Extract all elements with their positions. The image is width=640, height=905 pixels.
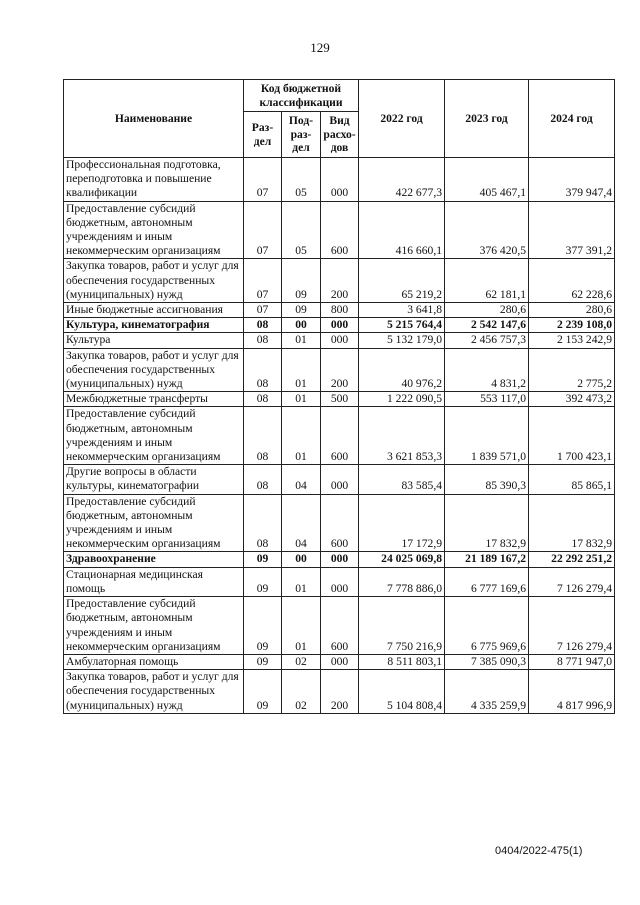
- table-row: [64, 407, 615, 465]
- row-2024: 22 292 251,2: [529, 552, 615, 567]
- row-name: Межбюджетные трансферты: [64, 392, 244, 407]
- row-podrazdel: 05: [282, 158, 321, 202]
- row-2022: 416 660,1: [359, 201, 445, 259]
- table-row: [64, 654, 615, 669]
- table-row: [64, 392, 615, 407]
- table-row: [64, 465, 615, 494]
- row-podrazdel: 02: [282, 654, 321, 669]
- table-row: [64, 201, 615, 259]
- row-razdel: 09: [244, 552, 282, 567]
- row-vid: 000: [321, 333, 359, 348]
- document-code: 0404/2022-475(1): [495, 845, 583, 857]
- row-razdel: 09: [244, 567, 282, 596]
- row-podrazdel: 04: [282, 494, 321, 552]
- table-row: [64, 552, 615, 567]
- row-vid: 000: [321, 318, 359, 333]
- row-razdel: 08: [244, 465, 282, 494]
- table-row: [64, 303, 615, 318]
- row-vid: 000: [321, 552, 359, 567]
- row-2022: 422 677,3: [359, 158, 445, 202]
- row-2024: 1 700 423,1: [529, 407, 615, 465]
- row-vid: 500: [321, 392, 359, 407]
- row-2022: 24 025 069,8: [359, 552, 445, 567]
- row-2023: 85 390,3: [445, 465, 529, 494]
- row-2022: 8 511 803,1: [359, 654, 445, 669]
- table-body: [64, 158, 615, 714]
- row-2022: 3 641,8: [359, 303, 445, 318]
- row-vid: 200: [321, 259, 359, 303]
- row-name: Культура, кинематография: [64, 318, 244, 333]
- header-podrazdel: Под- раз- дел: [282, 112, 321, 158]
- header-code-group: Код бюджетной классификации: [244, 80, 359, 112]
- row-2024: 8 771 947,0: [529, 654, 615, 669]
- row-podrazdel: 01: [282, 567, 321, 596]
- row-vid: 200: [321, 348, 359, 392]
- row-2022: 7 778 886,0: [359, 567, 445, 596]
- row-name: Предоставление субсидий бюджетным, автономным учреждениям и иным некоммерческим организациям: [64, 407, 244, 465]
- row-razdel: 07: [244, 303, 282, 318]
- row-podrazdel: 09: [282, 303, 321, 318]
- row-vid: 600: [321, 597, 359, 655]
- row-2024: 7 126 279,4: [529, 567, 615, 596]
- row-2024: 85 865,1: [529, 465, 615, 494]
- row-2022: 5 132 179,0: [359, 333, 445, 348]
- row-2024: 7 126 279,4: [529, 597, 615, 655]
- row-2024: 379 947,4: [529, 158, 615, 202]
- row-2023: 4 335 259,9: [445, 670, 529, 714]
- table-row: [64, 348, 615, 392]
- row-name: Закупка товаров, работ и услуг для обеспечения государственных (муниципальных) нужд: [64, 259, 244, 303]
- row-2023: 405 467,1: [445, 158, 529, 202]
- row-podrazdel: 01: [282, 333, 321, 348]
- row-razdel: 09: [244, 654, 282, 669]
- row-razdel: 08: [244, 392, 282, 407]
- row-vid: 000: [321, 158, 359, 202]
- row-podrazdel: 02: [282, 670, 321, 714]
- row-razdel: 09: [244, 597, 282, 655]
- row-podrazdel: 04: [282, 465, 321, 494]
- row-2022: 40 976,2: [359, 348, 445, 392]
- row-2024: 392 473,2: [529, 392, 615, 407]
- row-2023: 62 181,1: [445, 259, 529, 303]
- row-name: Профессиональная подготовка, переподготовка и повышение квалификации: [64, 158, 244, 202]
- header-2022: 2022 год: [359, 80, 445, 158]
- header-vid: Вид расхо- дов: [321, 112, 359, 158]
- row-name: Закупка товаров, работ и услуг для обеспечения государственных (муниципальных) нужд: [64, 348, 244, 392]
- row-2024: 280,6: [529, 303, 615, 318]
- row-2022: 17 172,9: [359, 494, 445, 552]
- row-2024: 62 228,6: [529, 259, 615, 303]
- row-2023: 17 832,9: [445, 494, 529, 552]
- row-name: Здравоохранение: [64, 552, 244, 567]
- row-2024: 377 391,2: [529, 201, 615, 259]
- row-2024: 2 775,2: [529, 348, 615, 392]
- row-podrazdel: 00: [282, 552, 321, 567]
- row-vid: 600: [321, 494, 359, 552]
- row-2024: 2 239 108,0: [529, 318, 615, 333]
- row-vid: 000: [321, 567, 359, 596]
- header-razdel: Раз- дел: [244, 112, 282, 158]
- row-name: Предоставление субсидий бюджетным, автономным учреждениям и иным некоммерческим организациям: [64, 494, 244, 552]
- row-podrazdel: 01: [282, 348, 321, 392]
- row-2023: 21 189 167,2: [445, 552, 529, 567]
- row-2022: 3 621 853,3: [359, 407, 445, 465]
- row-vid: 000: [321, 654, 359, 669]
- table-row: [64, 597, 615, 655]
- row-2023: 4 831,2: [445, 348, 529, 392]
- row-2023: 376 420,5: [445, 201, 529, 259]
- row-vid: 200: [321, 670, 359, 714]
- row-name: Другие вопросы в области культуры, кинематографии: [64, 465, 244, 494]
- row-razdel: 08: [244, 318, 282, 333]
- row-2023: 2 456 757,3: [445, 333, 529, 348]
- row-razdel: 09: [244, 670, 282, 714]
- row-2024: 17 832,9: [529, 494, 615, 552]
- row-podrazdel: 00: [282, 318, 321, 333]
- table-row: [64, 567, 615, 596]
- header-2023: 2023 год: [445, 80, 529, 158]
- table-row: [64, 259, 615, 303]
- row-razdel: 07: [244, 259, 282, 303]
- row-podrazdel: 01: [282, 392, 321, 407]
- row-2022: 5 215 764,4: [359, 318, 445, 333]
- row-2022: 5 104 808,4: [359, 670, 445, 714]
- row-2024: 2 153 242,9: [529, 333, 615, 348]
- row-2023: 280,6: [445, 303, 529, 318]
- row-2023: 1 839 571,0: [445, 407, 529, 465]
- header-2024: 2024 год: [529, 80, 615, 158]
- table-row: [64, 670, 615, 714]
- table-row: [64, 333, 615, 348]
- table-row: [64, 158, 615, 202]
- table-row: [64, 318, 615, 333]
- header-name: Наименование: [64, 80, 244, 158]
- page-number: 129: [310, 40, 330, 55]
- row-podrazdel: 05: [282, 201, 321, 259]
- row-2024: 4 817 996,9: [529, 670, 615, 714]
- row-2023: 7 385 090,3: [445, 654, 529, 669]
- row-podrazdel: 01: [282, 597, 321, 655]
- row-2023: 553 117,0: [445, 392, 529, 407]
- budget-table: [63, 79, 615, 714]
- row-name: Предоставление субсидий бюджетным, автономным учреждениям и иным некоммерческим организациям: [64, 597, 244, 655]
- row-vid: 800: [321, 303, 359, 318]
- row-razdel: 08: [244, 333, 282, 348]
- row-name: Амбулаторная помощь: [64, 654, 244, 669]
- row-razdel: 07: [244, 158, 282, 202]
- row-name: Предоставление субсидий бюджетным, автономным учреждениям и иным некоммерческим организациям: [64, 201, 244, 259]
- row-name: Культура: [64, 333, 244, 348]
- row-name: Закупка товаров, работ и услуг для обеспечения государственных (муниципальных) нужд: [64, 670, 244, 714]
- row-razdel: 08: [244, 494, 282, 552]
- row-2023: 6 775 969,6: [445, 597, 529, 655]
- row-2023: 6 777 169,6: [445, 567, 529, 596]
- row-razdel: 08: [244, 348, 282, 392]
- row-2022: 83 585,4: [359, 465, 445, 494]
- row-2022: 65 219,2: [359, 259, 445, 303]
- row-name: Стационарная медицинская помощь: [64, 567, 244, 596]
- row-name: Иные бюджетные ассигнования: [64, 303, 244, 318]
- table-row: [64, 494, 615, 552]
- row-razdel: 07: [244, 201, 282, 259]
- row-vid: 600: [321, 407, 359, 465]
- row-vid: 600: [321, 201, 359, 259]
- row-podrazdel: 09: [282, 259, 321, 303]
- row-vid: 000: [321, 465, 359, 494]
- row-2022: 7 750 216,9: [359, 597, 445, 655]
- row-2022: 1 222 090,5: [359, 392, 445, 407]
- row-razdel: 08: [244, 407, 282, 465]
- row-2023: 2 542 147,6: [445, 318, 529, 333]
- row-podrazdel: 01: [282, 407, 321, 465]
